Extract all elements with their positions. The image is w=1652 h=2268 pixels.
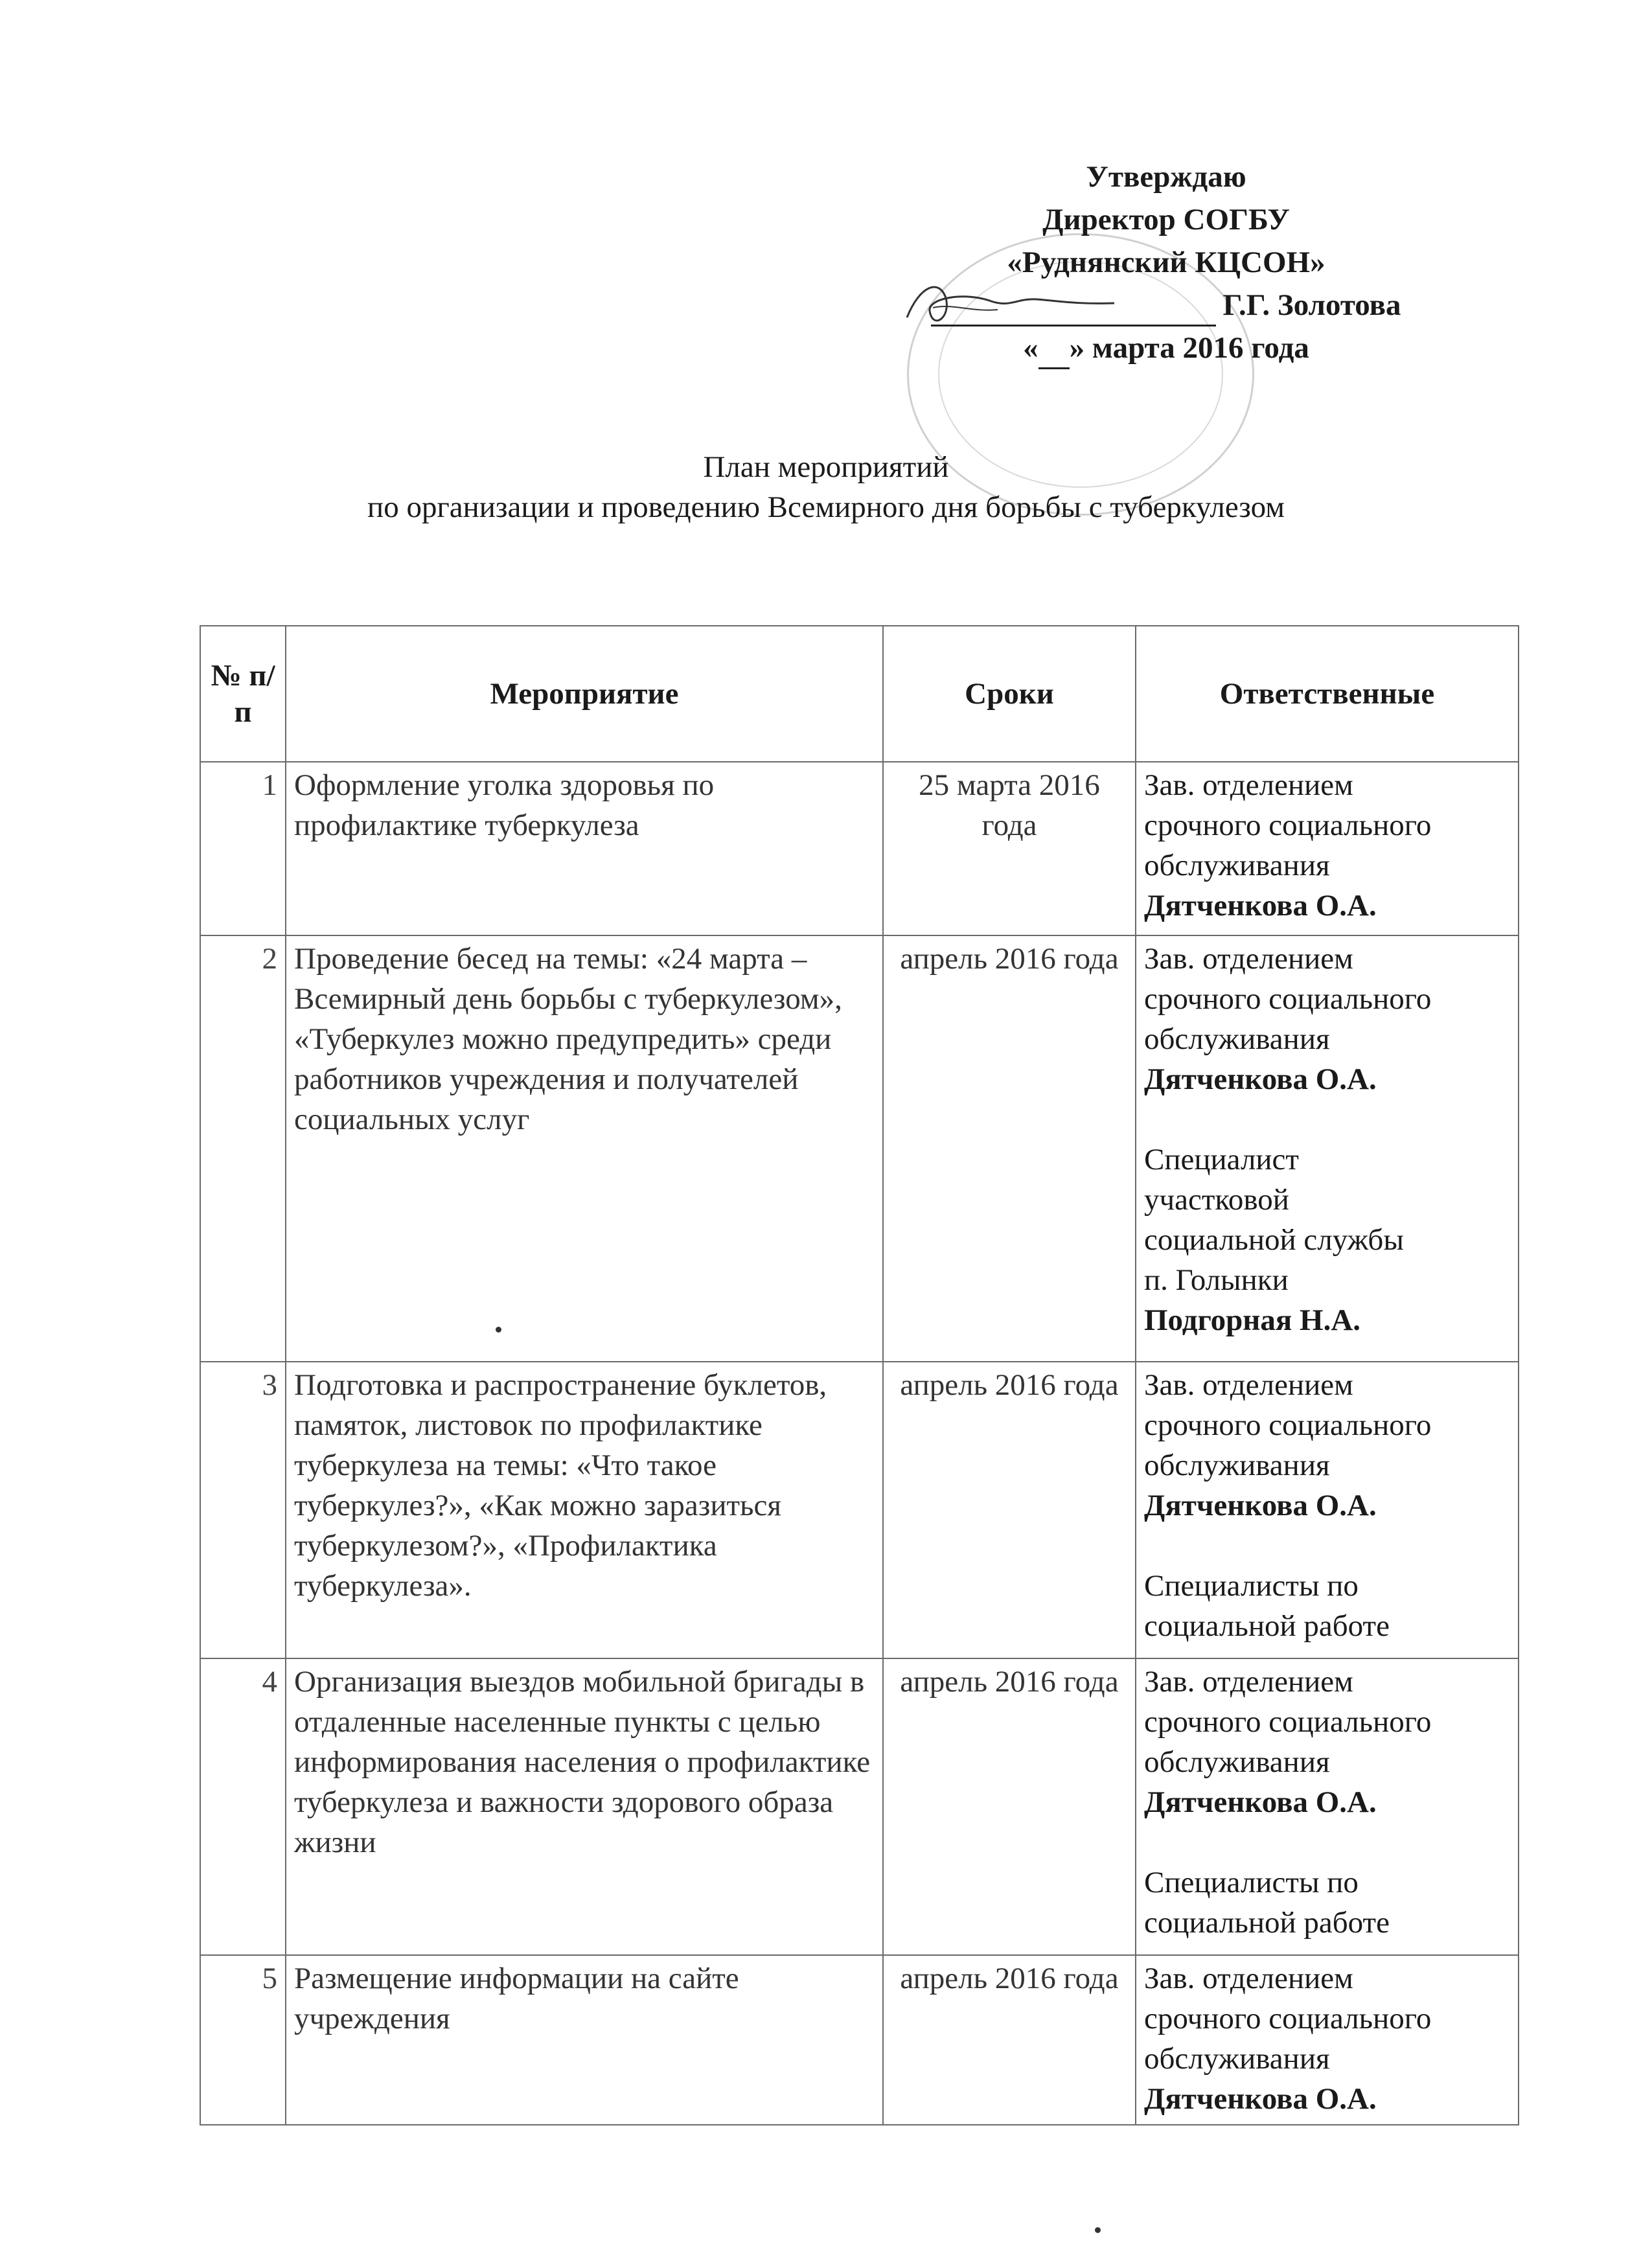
- header-term: Сроки: [883, 626, 1136, 762]
- responsible-block: [1144, 1862, 1510, 1943]
- row-num: 1: [200, 762, 286, 935]
- speck: [496, 1327, 501, 1333]
- header-event: Мероприятие: [286, 626, 883, 762]
- table-row: [200, 1658, 1519, 1955]
- responsible-role-line: обслуживания: [1144, 1449, 1330, 1482]
- responsible-role-line: срочного социального: [1144, 1408, 1432, 1442]
- row-event: Размещение информации на сайте учреждения: [286, 1955, 883, 2125]
- row-responsible: [1136, 935, 1519, 1362]
- responsible-role-line: Зав. отделением: [1144, 942, 1353, 976]
- approval-line: «Руднянский КЦСОН»: [1007, 246, 1325, 279]
- responsible-role-line: срочного социального: [1144, 1705, 1432, 1739]
- row-responsible: [1136, 762, 1519, 935]
- responsible-block: [1144, 939, 1510, 1099]
- handwritten-signature: [894, 272, 1127, 343]
- row-num: 5: [200, 1955, 286, 2125]
- responsible-role-line: Специалисты по: [1144, 1866, 1359, 1899]
- responsible-name: Дятченкова О.А.: [1144, 1489, 1377, 1522]
- row-term: апрель 2016 года: [883, 1955, 1136, 2125]
- approval-line: Директор СОГБУ: [1042, 203, 1290, 236]
- document-title: [0, 447, 1652, 527]
- responsible-role-line: срочного социального: [1144, 2002, 1432, 2035]
- row-event: Организация выездов мобильной бригады в отдаленные населенные пункты с целью информирования населения о профилактике туберкулеза и важности здорового образа жизни: [286, 1658, 883, 1955]
- responsible-block: [1144, 1140, 1510, 1340]
- responsible-block: [1144, 765, 1510, 926]
- row-term: 25 марта 2016 года: [883, 762, 1136, 935]
- approval-line: Утверждаю: [1086, 160, 1246, 194]
- table-row: [200, 1362, 1519, 1658]
- title-line-2: по организации и проведению Всемирного дня борьбы с туберкулезом: [367, 490, 1285, 524]
- date-day-blank: [1038, 339, 1070, 369]
- responsible-role-line: п. Голынки: [1144, 1263, 1289, 1297]
- responsible-block: [1144, 1365, 1510, 1526]
- date-rest: » марта 2016 года: [1069, 331, 1309, 365]
- responsible-role-line: Специалисты по: [1144, 1569, 1359, 1603]
- responsible-role-line: Зав. отделением: [1144, 1962, 1353, 1995]
- table-row: [200, 1955, 1519, 2125]
- row-responsible: [1136, 1955, 1519, 2125]
- table-row: [200, 935, 1519, 1362]
- row-num: 2: [200, 935, 286, 1362]
- responsible-name: Дятченкова О.А.: [1144, 2082, 1377, 2116]
- responsible-block: [1144, 1662, 1510, 1822]
- responsible-role-line: Специалист: [1144, 1143, 1299, 1176]
- header-num: № п/п: [200, 626, 286, 762]
- responsible-role-line: Зав. отделением: [1144, 768, 1353, 802]
- row-responsible: [1136, 1362, 1519, 1658]
- row-term: апрель 2016 года: [883, 1658, 1136, 1955]
- responsible-role-line: обслуживания: [1144, 2042, 1330, 2076]
- responsible-role-line: обслуживания: [1144, 1745, 1330, 1779]
- row-term: апрель 2016 года: [883, 1362, 1136, 1658]
- responsible-role-line: обслуживания: [1144, 849, 1330, 882]
- responsible-block: [1144, 1958, 1510, 2119]
- signatory-name: Г.Г. Золотова: [1222, 288, 1401, 322]
- date-quote-open: «: [1023, 331, 1038, 365]
- responsible-role-line: социальной работе: [1144, 1906, 1390, 1940]
- responsible-role-line: обслуживания: [1144, 1022, 1330, 1056]
- header-responsible: Ответственные: [1136, 626, 1519, 762]
- responsible-name: Дятченкова О.А.: [1144, 1785, 1377, 1819]
- row-event: Подготовка и распространение буклетов, памяток, листовок по профилактике туберкулеза на темы: «Что такое туберкулез?», «Как можно заразиться туберкулезом?», «Профилактика туберкулеза».: [286, 1362, 883, 1658]
- row-responsible: [1136, 1658, 1519, 1955]
- row-num: 4: [200, 1658, 286, 1955]
- table-row: [200, 762, 1519, 935]
- responsible-role-line: социальной работе: [1144, 1609, 1390, 1643]
- row-event: Проведение бесед на темы: «24 марта – Всемирный день борьбы с туберкулезом», «Туберкулез можно предупредить» среди работников учреждения и получателей социальных услуг: [286, 935, 883, 1362]
- speck: [1095, 2227, 1101, 2233]
- responsible-role-line: Зав. отделением: [1144, 1368, 1353, 1402]
- row-event: Оформление уголка здоровья по профилактике туберкулеза: [286, 762, 883, 935]
- responsible-role-line: Зав. отделением: [1144, 1665, 1353, 1699]
- events-table: [200, 625, 1519, 2125]
- title-line-1: План мероприятий: [703, 450, 949, 484]
- row-term: апрель 2016 года: [883, 935, 1136, 1362]
- table-header-row: [200, 626, 1519, 762]
- responsible-role-line: социальной службы: [1144, 1223, 1404, 1257]
- responsible-name: Подгорная Н.А.: [1144, 1303, 1361, 1337]
- responsible-name: Дятченкова О.А.: [1144, 889, 1377, 922]
- responsible-role-line: участковой: [1144, 1183, 1289, 1217]
- row-num: 3: [200, 1362, 286, 1658]
- responsible-role-line: срочного социального: [1144, 808, 1432, 842]
- responsible-role-line: срочного социального: [1144, 982, 1432, 1016]
- responsible-block: [1144, 1566, 1510, 1646]
- responsible-name: Дятченкова О.А.: [1144, 1062, 1377, 1096]
